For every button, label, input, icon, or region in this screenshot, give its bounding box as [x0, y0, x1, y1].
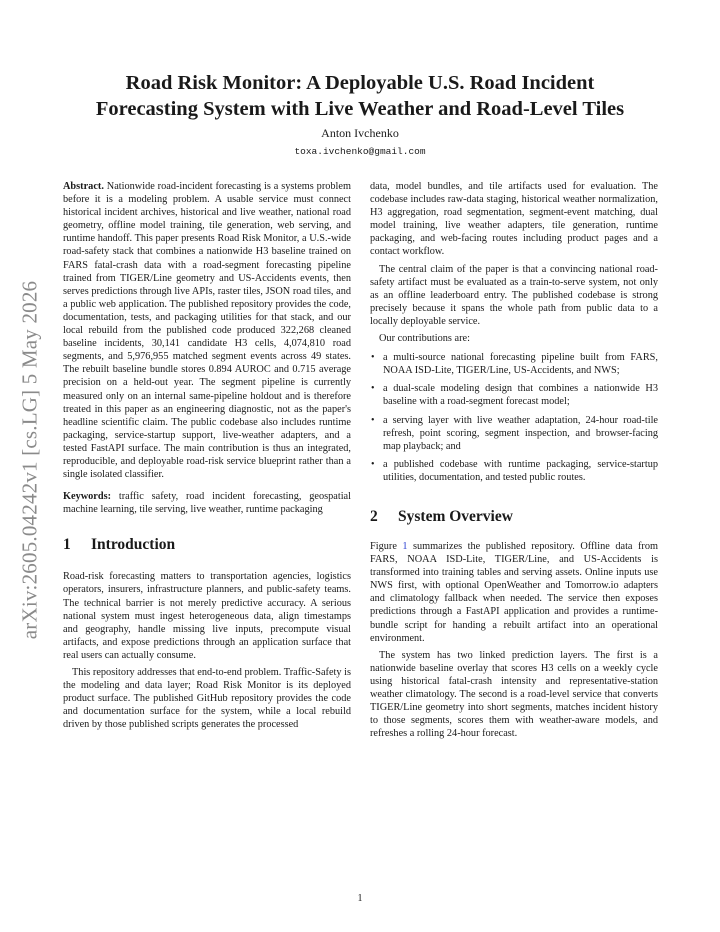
title-line: Road Risk Monitor: A Deployable U.S. Road Incident [125, 72, 595, 94]
contributions-list [370, 351, 658, 484]
right-column [370, 180, 658, 740]
abstract-label: Abstract. [63, 181, 104, 192]
bullet-icon: • [371, 352, 375, 364]
bullet-icon: • [371, 414, 375, 426]
overview-paragraph: The system has two linked prediction layers. The first is a nationwide baseline overlay that scores H3 cells on a weekly cycle using historical fatal-crash intensity and representative-station weather climatology. The second is a road-level service that converts TIGER/Line geometry into short segments, matches incident history to those segments, scores them with weather-aware models, and refreshes a rolling 24-hour forecast. [370, 649, 658, 740]
contributions-intro: Our contributions are: [379, 333, 470, 345]
overview-paragraph: Figure 1 summarizes the published repository. Offline data from FARS, NOAA ISD-Lite, TIGER/Line, and US-Accidents is transformed into training tables and serving assets. Online inputs use NWS first, with optional OpenWeather and Tomorrow.io adapters and climatology fallback when needed. The service then exposes predictions through a FastAPI application and provides a runtime-bundle script for handing a rebuilt artifact into an operational environment. [370, 540, 658, 644]
list-item: • a published codebase with runtime packaging, service-startup utilities, documentation, and tested public routes. [371, 458, 658, 483]
keywords-label: Keywords: [63, 491, 112, 503]
paper-title [40, 70, 680, 122]
arxiv-sidebar [4, 230, 56, 690]
section-heading-introduction [63, 536, 351, 554]
section-number: 2 [370, 507, 378, 525]
title-line: Forecasting System with Live Weather and Road-Level Tiles [95, 98, 625, 120]
list-item: • a serving layer with live weather adaptation, 24-hour road-tile refresh, point scoring, segment inspection, and browser-facing map playback; and [371, 414, 658, 452]
keywords [63, 490, 351, 516]
intro-paragraph: Road-risk forecasting matters to transportation agencies, logistics operators, insurers, infrastructure planners, and public-safety teams. The technical barrier is not merely predictive accuracy. A serious national system must ingest heterogeneous data, align timestamps and geography, handle missing live inputs, precompute visual artifacts, and expose predictions through an application surface that real users can actually consume. [63, 571, 351, 661]
author-email: toxa.ivchenko@gmail.com [294, 146, 426, 157]
abstract [63, 180, 351, 481]
figure-reference-link[interactable]: 1 [402, 540, 408, 552]
section-number: 1 [63, 536, 71, 554]
bullet-icon: • [371, 458, 375, 470]
left-column [63, 180, 351, 731]
section-heading-system-overview [370, 508, 658, 526]
keywords-text: traffic safety, road incident forecasting, geospatial machine learning, tile serving, live weather, runtime packaging [63, 491, 351, 516]
page-number: 1 [357, 893, 363, 904]
continued-paragraph: data, model bundles, and tile artifacts used for evaluation. The codebase includes raw-data staging, historical weather normalization, H3 aggregation, road segmentation, segment-event matching, dual model training, live weather adapters, tile generation, runtime packaging, and web-facing routes including product pages and a contact workflow. [370, 181, 658, 258]
bullet-icon: • [371, 383, 375, 395]
section-title: System Overview [398, 507, 513, 525]
arxiv-identifier: arXiv:2605.04242v1 [cs.LG] 5 May 2026 [17, 280, 42, 640]
list-item: • a dual-scale modeling design that combines a nationwide H3 baseline with a road-segment forecast model; [371, 383, 658, 408]
list-item: • a multi-source national forecasting pipeline built from FARS, NOAA ISD-Lite, TIGER/Line, US-Accidents, and NWS; [371, 352, 658, 377]
central-claim-paragraph: The central claim of the paper is that a convincing national road-safety artifact must be evaluated as a train-to-serve system, not only as an offline leaderboard entry. The published codebase is strong precisely because it spans the whole path from public data to a locally deployable service. [370, 263, 658, 327]
intro-paragraph: This repository addresses that end-to-end problem. Traffic-Safety is the modeling and data layer; Road Risk Monitor is its deployed product surface. The published GitHub repository provides the code and documentation surface for the system, while a local rebuild driven by those published scripts generates the processed [63, 667, 351, 731]
abstract-text: Nationwide road-incident forecasting is a systems problem before it is a modeling problem. A usable service must connect historical incident archives, historical and live weather, national road geometry, offline model training, tile generation, web serving, and runtime handoff. This paper presents Road Risk Monitor, a U.S.-wide road-safety stack that combines a nationwide H3 baseline trained on FARS fatal-crash data with a road-segment forecasting pipeline trained from TIGER/Line geometry and US-Accidents events, then serves predictions through live APIs, raster tiles, JSON road tiles, and a public web application. The published repository provides the code, documentation, tests, and packaging utilities for that stack, and our local rebuild from the published code produced 322,268 cleaned baseline incidents, 30,141 candidate H3 cells, 4,074,810 road segments, and 5,976,955 matched segment events across 49 states. The rebuilt baseline bundle stores 0.894 AUROC and 0.715 average precision on a held-out year. The segment pipeline is currently measured only on an internal same-pipeline holdout and is therefore treated in this paper as an engineering diagnostic, not as the paper's headline scientific claim. The public codebase also includes runtime packaging, service-startup support, live-weather adapters, and a tested FastAPI surface. The main contribution is thus an integrated, reproducible, and deployable road-risk service blueprint rather than a single isolated classifier. [63, 181, 351, 481]
author-name: Anton Ivchenko [321, 126, 399, 140]
section-title: Introduction [91, 536, 176, 554]
